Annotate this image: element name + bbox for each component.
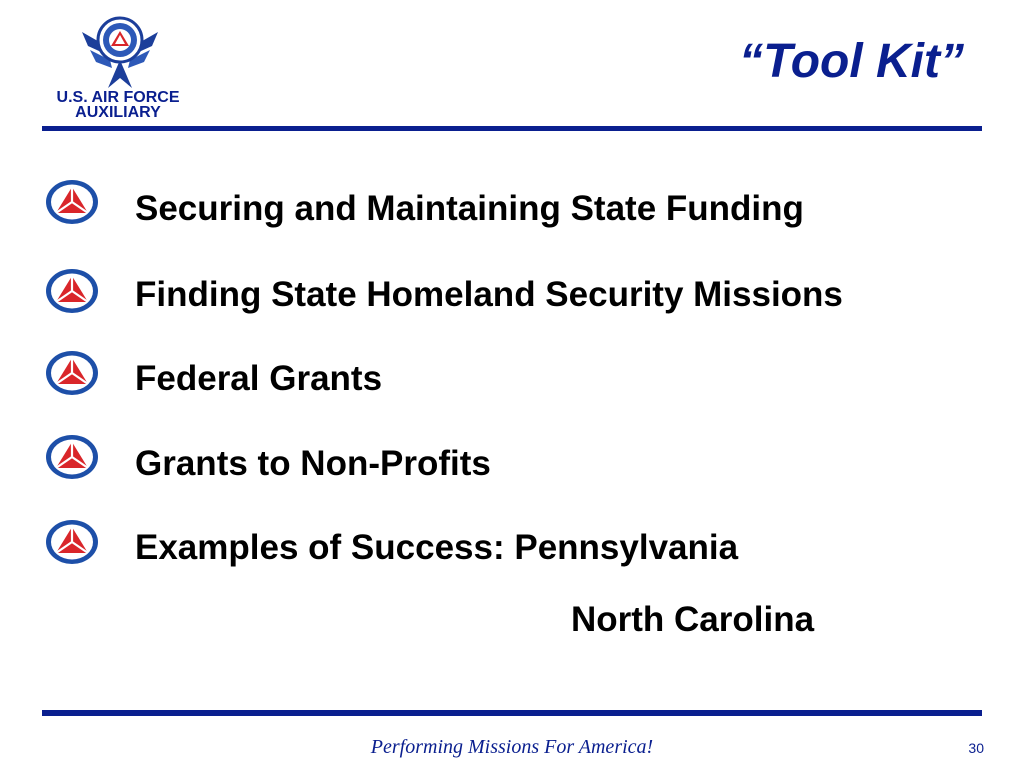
bullet-item-text: Grants to Non-Profits <box>135 444 491 483</box>
bullet-item-text: Federal Grants <box>135 359 383 398</box>
cap-triangle-icon <box>45 518 99 566</box>
bullet-continuation-text: North Carolina <box>571 600 815 639</box>
bullet-item-text: Finding State Homeland Security Missions <box>135 275 843 314</box>
bullet-item-text: Securing and Maintaining State Funding <box>135 189 804 228</box>
org-name <box>28 90 208 120</box>
cap-triangle-icon <box>45 178 99 226</box>
cap-triangle-icon <box>45 267 99 315</box>
bullet-item-text: Examples of Success: Pennsylvania <box>135 528 739 567</box>
cap-triangle-icon <box>45 349 99 397</box>
footer-divider <box>42 710 982 716</box>
air-force-wings-shield-icon <box>80 10 160 92</box>
page-number: 30 <box>968 740 984 756</box>
org-name-line1: U.S. AIR FORCE <box>56 89 180 106</box>
cap-triangle-icon <box>45 433 99 481</box>
footer-tagline: Performing Missions For America! <box>370 736 654 758</box>
header-divider <box>42 126 982 131</box>
org-name-line2: AUXILIARY <box>75 104 161 121</box>
slide-title: “Tool Kit” <box>739 35 964 88</box>
